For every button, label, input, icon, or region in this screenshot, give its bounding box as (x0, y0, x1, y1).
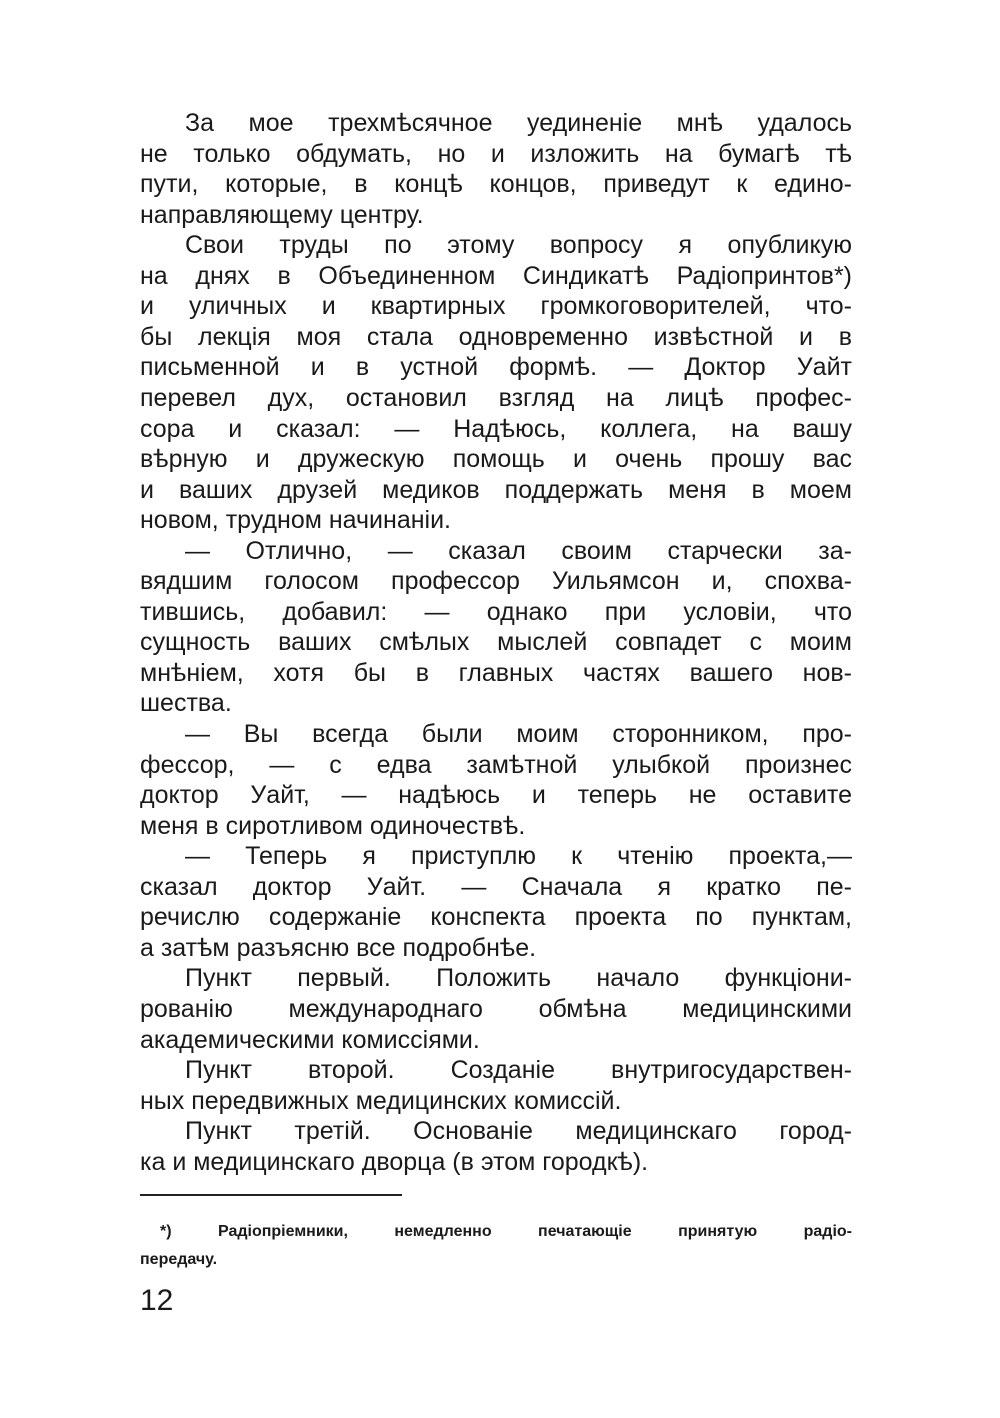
text-line: шества. (140, 689, 232, 718)
text-line: Пункт первый. Положить начало функцiони- (185, 964, 852, 993)
footnote-line: *) Радiопрiемники, немедленно печатающiе принятую радiо- (160, 1223, 852, 1240)
text-line: бы лекцiя моя стала одновременно извѣстной и в (140, 322, 852, 351)
text-line: рованiю международнаго обмѣна медицинскими (140, 994, 852, 1023)
text-line: Пункт третiй. Основанiе медицинскаго город- (185, 1117, 852, 1146)
text-line: сора и сказал: — Надѣюсь, коллега, на вашу (140, 414, 852, 443)
text-line: речислю содержанiе конспекта проекта по пунктам, (140, 903, 852, 932)
text-line: — Отлично, — сказал своим старчески за- (185, 536, 852, 565)
text-line: мнѣнiем, хотя бы в главных частях вашего нов- (140, 658, 852, 687)
text-line: письменной и в устной формѣ. — Доктор Уайт (140, 353, 852, 382)
text-line: Свои труды по этому вопросу я опубликую (185, 231, 852, 260)
page-number: 12 (140, 1284, 174, 1317)
text-line: перевел дух, остановил взгляд на лицѣ профес- (140, 383, 852, 412)
text-line: и уличных и квартирных громкоговорителей, что- (140, 292, 852, 321)
footnote-line: передачу. (140, 1251, 218, 1268)
text-line: а затѣм разъясню все подробнѣе. (140, 933, 537, 962)
text-line: пути, которые, в концѣ концов, приведут к едино- (140, 170, 852, 199)
footnote-divider (140, 1194, 402, 1196)
text-line: фессор, — с едва замѣтной улыбкой произнес (140, 750, 852, 779)
text-line: доктор Уайт, — надѣюсь и теперь не оставите (140, 781, 852, 810)
text-line: — Вы всегда были моим сторонником, про- (185, 720, 852, 748)
text-line: и ваших друзей медиков поддержать меня в моем (140, 475, 852, 504)
text-line: ка и медицинскаго дворца (в этом городкѣ). (140, 1147, 649, 1176)
text-line: вѣрную и дружескую помощь и очень прошу вас (140, 445, 852, 474)
text-line: Пункт второй. Созданiе внутригосударствен- (185, 1056, 852, 1085)
text-line: меня в сиротливом одиночествѣ. (140, 811, 526, 840)
text-line: направляющему центру. (140, 200, 424, 229)
text-line: на днях в Объединенном Синдикатѣ Радiопринтов*) (140, 261, 852, 290)
text-line: новом, трудном начинанiи. (140, 506, 451, 535)
text-line: — Теперь я приступлю к чтенiю проекта,— (185, 842, 852, 871)
text-line: не только обдумать, но и изложить на бумагѣ тѣ (140, 139, 852, 168)
text-line: сказал доктор Уайт. — Сначала я кратко пе- (140, 872, 852, 901)
text-line: За мое трехмѣсячное уединенiе мнѣ удалось (185, 109, 852, 137)
text-line: академическими комиссiями. (140, 1025, 480, 1054)
text-line: ных передвижных медицинских комиссiй. (140, 1086, 622, 1115)
text-line: тившись, добавил: — однако при условiи, что (140, 597, 852, 626)
text-line: сущность ваших смѣлых мыслей совпадет с моим (140, 628, 852, 657)
text-line: вядшим голосом профессор Уильямсон и, спохва- (140, 567, 852, 596)
